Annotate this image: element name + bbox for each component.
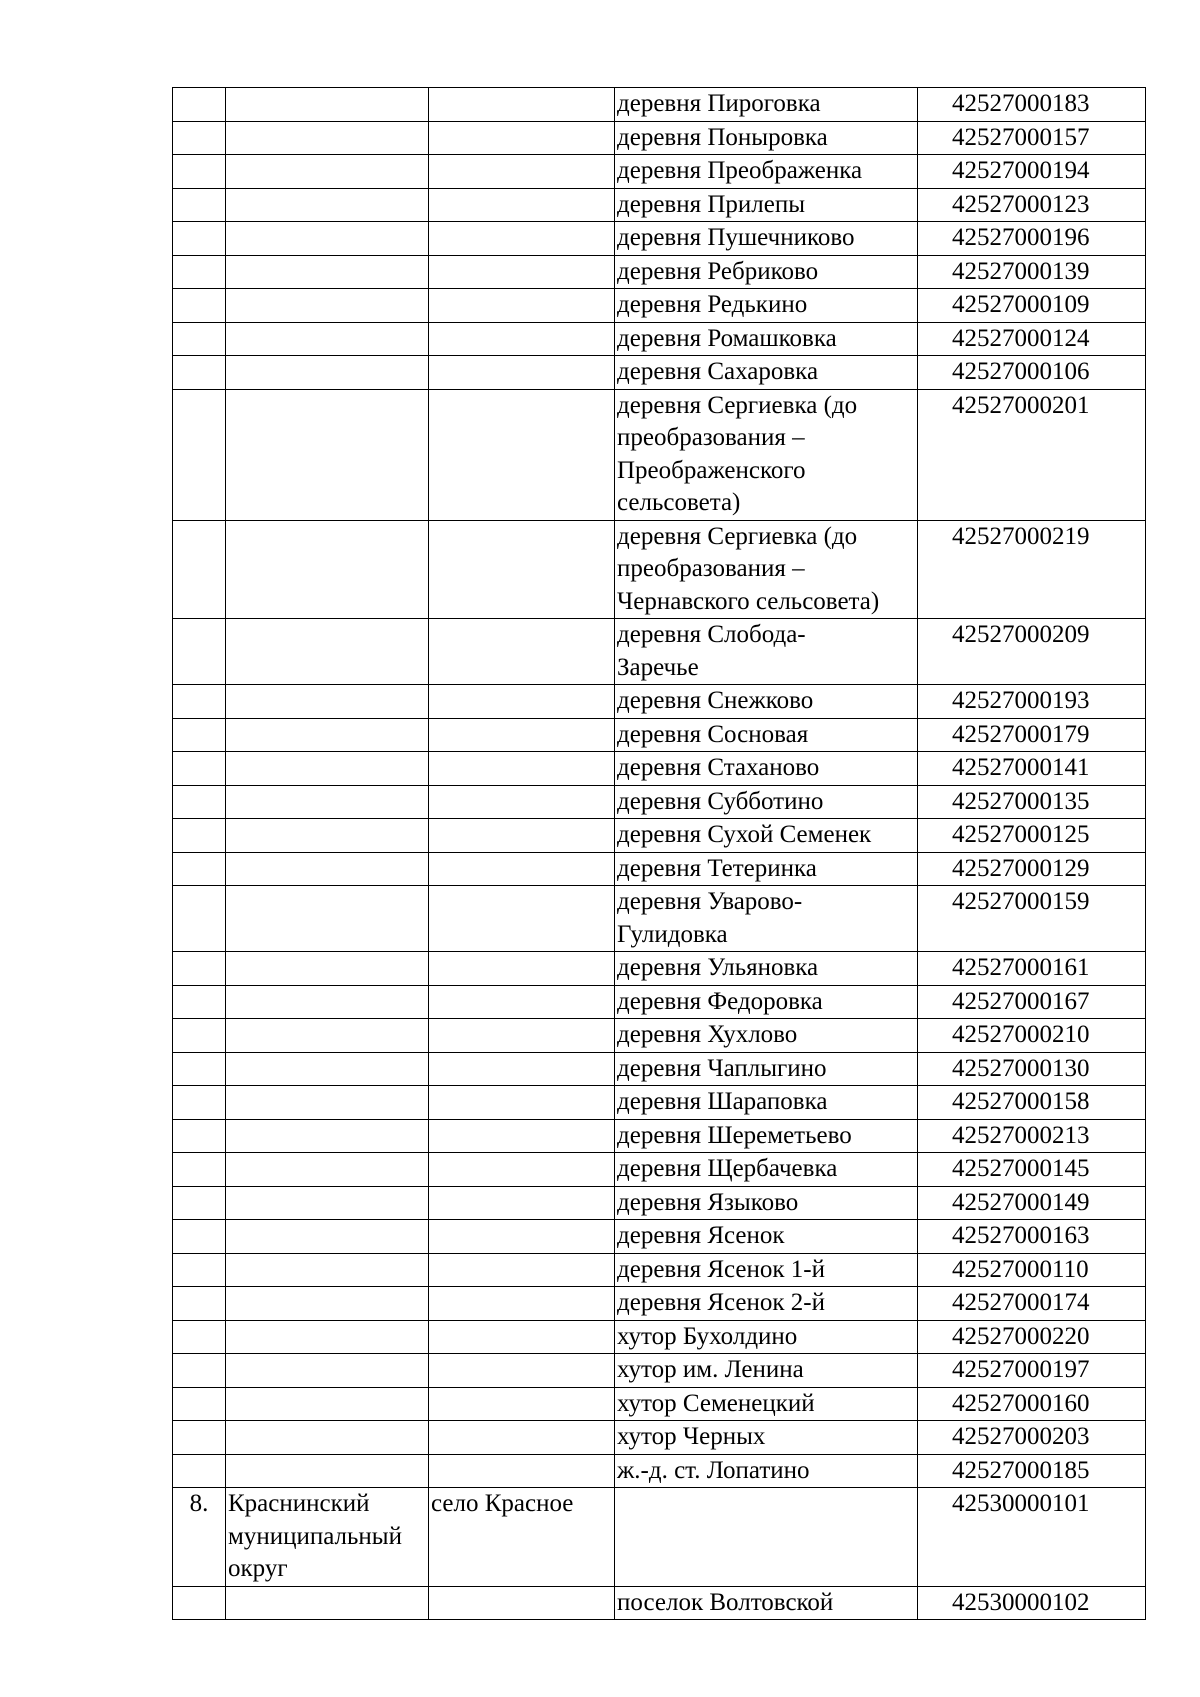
row-number-cell xyxy=(173,1253,226,1287)
district-cell xyxy=(226,222,429,256)
oktmo-code-cell: 42527000193 xyxy=(918,685,1146,719)
admin-center-cell xyxy=(429,289,615,323)
row-number-cell xyxy=(173,1153,226,1187)
oktmo-code-cell: 42527000203 xyxy=(918,1421,1146,1455)
table-row xyxy=(173,685,1146,719)
oktmo-code-cell: 42527000109 xyxy=(918,289,1146,323)
oktmo-code-cell: 42527000185 xyxy=(918,1454,1146,1488)
settlement-cell: деревня Шереметьево xyxy=(615,1119,918,1153)
oktmo-code-cell: 42527000194 xyxy=(918,155,1146,189)
admin-center-cell xyxy=(429,785,615,819)
district-cell xyxy=(226,1220,429,1254)
admin-center-cell xyxy=(429,886,615,952)
table-row xyxy=(173,718,1146,752)
district-cell xyxy=(226,1153,429,1187)
table-row xyxy=(173,952,1146,986)
oktmo-code-cell: 42527000213 xyxy=(918,1119,1146,1153)
table-row xyxy=(173,1153,1146,1187)
settlement-cell: деревня Языково xyxy=(615,1186,918,1220)
settlement-cell: деревня Щербачевка xyxy=(615,1153,918,1187)
settlement-cell: деревня Сергиевка (до преобразования – Преображенского сельсовета) xyxy=(615,389,918,520)
row-number-cell xyxy=(173,752,226,786)
settlement-cell xyxy=(615,1488,918,1587)
district-cell xyxy=(226,322,429,356)
oktmo-code-cell: 42527000145 xyxy=(918,1153,1146,1187)
district-cell xyxy=(226,718,429,752)
row-number-cell xyxy=(173,1186,226,1220)
row-number-cell xyxy=(173,1586,226,1620)
district-cell xyxy=(226,389,429,520)
oktmo-code-cell: 42530000101 xyxy=(918,1488,1146,1587)
oktmo-code-cell: 42527000110 xyxy=(918,1253,1146,1287)
admin-center-cell xyxy=(429,1320,615,1354)
oktmo-code-cell: 42527000163 xyxy=(918,1220,1146,1254)
admin-center-cell xyxy=(429,322,615,356)
oktmo-code-cell: 42527000201 xyxy=(918,389,1146,520)
district-cell xyxy=(226,520,429,619)
oktmo-code-cell: 42527000167 xyxy=(918,985,1146,1019)
admin-center-cell xyxy=(429,685,615,719)
admin-center-cell xyxy=(429,255,615,289)
row-number-cell xyxy=(173,389,226,520)
oktmo-code-cell: 42530000102 xyxy=(918,1586,1146,1620)
table-row xyxy=(173,255,1146,289)
settlement-cell: деревня Преображенка xyxy=(615,155,918,189)
admin-center-cell xyxy=(429,1421,615,1455)
oktmo-code-cell: 42527000129 xyxy=(918,852,1146,886)
district-cell xyxy=(226,819,429,853)
district-cell xyxy=(226,1086,429,1120)
table-row xyxy=(173,1586,1146,1620)
table-row xyxy=(173,1019,1146,1053)
table-row xyxy=(173,1052,1146,1086)
admin-center-cell xyxy=(429,121,615,155)
row-number-cell xyxy=(173,985,226,1019)
row-number-cell xyxy=(173,121,226,155)
table-row xyxy=(173,520,1146,619)
row-number-cell xyxy=(173,1421,226,1455)
row-number-cell xyxy=(173,1019,226,1053)
district-cell xyxy=(226,985,429,1019)
table-row xyxy=(173,1220,1146,1254)
table-row xyxy=(173,1287,1146,1321)
district-cell xyxy=(226,1052,429,1086)
table-row xyxy=(173,619,1146,685)
district-cell xyxy=(226,1287,429,1321)
row-number-cell xyxy=(173,1052,226,1086)
admin-center-cell xyxy=(429,718,615,752)
district-cell xyxy=(226,289,429,323)
admin-center-cell xyxy=(429,1153,615,1187)
admin-center-cell xyxy=(429,1186,615,1220)
admin-center-cell xyxy=(429,1119,615,1153)
settlement-cell: деревня Ясенок 2-й xyxy=(615,1287,918,1321)
settlement-cell: деревня Федоровка xyxy=(615,985,918,1019)
admin-center-cell xyxy=(429,819,615,853)
district-cell xyxy=(226,1387,429,1421)
table-body xyxy=(173,88,1146,1620)
settlement-cell: хутор им. Ленина xyxy=(615,1354,918,1388)
district-cell xyxy=(226,1320,429,1354)
oktmo-code-cell: 42527000159 xyxy=(918,886,1146,952)
admin-center-cell xyxy=(429,520,615,619)
district-cell xyxy=(226,1354,429,1388)
admin-center-cell xyxy=(429,1086,615,1120)
settlement-cell: деревня Прилепы xyxy=(615,188,918,222)
oktmo-code-cell: 42527000130 xyxy=(918,1052,1146,1086)
district-cell xyxy=(226,356,429,390)
admin-center-cell xyxy=(429,1354,615,1388)
table-row xyxy=(173,88,1146,122)
oktmo-code-cell: 42527000124 xyxy=(918,322,1146,356)
row-number-cell xyxy=(173,685,226,719)
settlement-cell: поселок Волтовской xyxy=(615,1586,918,1620)
admin-center-cell xyxy=(429,1387,615,1421)
row-number-cell xyxy=(173,886,226,952)
oktmo-code-cell: 42527000209 xyxy=(918,619,1146,685)
oktmo-code-cell: 42527000197 xyxy=(918,1354,1146,1388)
row-number-cell xyxy=(173,322,226,356)
district-cell xyxy=(226,852,429,886)
district-cell xyxy=(226,1454,429,1488)
table-row xyxy=(173,356,1146,390)
settlement-cell: деревня Ясенок xyxy=(615,1220,918,1254)
settlement-cell: хутор Бухолдино xyxy=(615,1320,918,1354)
oktmo-code-cell: 42527000125 xyxy=(918,819,1146,853)
settlement-cell: деревня Редькино xyxy=(615,289,918,323)
table-row xyxy=(173,389,1146,520)
table-row xyxy=(173,852,1146,886)
row-number-cell xyxy=(173,1287,226,1321)
table-row xyxy=(173,1387,1146,1421)
table-row xyxy=(173,819,1146,853)
table-row xyxy=(173,1086,1146,1120)
oktmo-code-cell: 42527000139 xyxy=(918,255,1146,289)
district-cell xyxy=(226,88,429,122)
admin-center-cell xyxy=(429,389,615,520)
oktmo-code-cell: 42527000219 xyxy=(918,520,1146,619)
district-cell xyxy=(226,121,429,155)
oktmo-code-cell: 42527000135 xyxy=(918,785,1146,819)
district-cell xyxy=(226,1019,429,1053)
district-cell xyxy=(226,685,429,719)
table-row xyxy=(173,222,1146,256)
district-cell: Краснинский муниципальный округ xyxy=(226,1488,429,1587)
district-cell xyxy=(226,1119,429,1153)
oktmo-code-cell: 42527000220 xyxy=(918,1320,1146,1354)
settlement-cell: деревня Пироговка xyxy=(615,88,918,122)
row-number-cell xyxy=(173,222,226,256)
oktmo-code-cell: 42527000183 xyxy=(918,88,1146,122)
row-number-cell xyxy=(173,1119,226,1153)
admin-center-cell xyxy=(429,1586,615,1620)
settlement-cell: деревня Уварово- Гулидовка xyxy=(615,886,918,952)
settlement-cell: деревня Сухой Семенек xyxy=(615,819,918,853)
settlement-cell: деревня Шараповка xyxy=(615,1086,918,1120)
admin-center-cell xyxy=(429,88,615,122)
district-cell xyxy=(226,886,429,952)
admin-center-cell xyxy=(429,619,615,685)
oktmo-code-cell: 42527000157 xyxy=(918,121,1146,155)
admin-center-cell xyxy=(429,1052,615,1086)
district-cell xyxy=(226,1586,429,1620)
district-cell xyxy=(226,1421,429,1455)
district-cell xyxy=(226,785,429,819)
table-row xyxy=(173,1253,1146,1287)
district-cell xyxy=(226,1186,429,1220)
settlement-cell: деревня Хухлово xyxy=(615,1019,918,1053)
district-cell xyxy=(226,752,429,786)
table-row xyxy=(173,121,1146,155)
table-row xyxy=(173,289,1146,323)
settlement-cell: хутор Семенецкий xyxy=(615,1387,918,1421)
district-cell xyxy=(226,155,429,189)
settlement-cell: деревня Сахаровка xyxy=(615,356,918,390)
district-cell xyxy=(226,619,429,685)
settlement-cell: деревня Чаплыгино xyxy=(615,1052,918,1086)
district-cell xyxy=(226,952,429,986)
row-number-cell xyxy=(173,88,226,122)
settlement-cell: хутор Черных xyxy=(615,1421,918,1455)
settlement-cell: деревня Слобода- Заречье xyxy=(615,619,918,685)
table-row xyxy=(173,1488,1146,1587)
table-row xyxy=(173,886,1146,952)
row-number-cell xyxy=(173,356,226,390)
oktmo-code-cell: 42527000210 xyxy=(918,1019,1146,1053)
row-number-cell xyxy=(173,785,226,819)
row-number-cell: 8. xyxy=(173,1488,226,1587)
admin-center-cell xyxy=(429,222,615,256)
admin-center-cell xyxy=(429,155,615,189)
settlement-cell: ж.-д. ст. Лопатино xyxy=(615,1454,918,1488)
settlement-cell: деревня Пушечниково xyxy=(615,222,918,256)
district-cell xyxy=(226,255,429,289)
admin-center-cell xyxy=(429,952,615,986)
row-number-cell xyxy=(173,1354,226,1388)
settlement-cell: деревня Тетеринка xyxy=(615,852,918,886)
table-row xyxy=(173,155,1146,189)
oktmo-code-cell: 42527000106 xyxy=(918,356,1146,390)
row-number-cell xyxy=(173,619,226,685)
table-row xyxy=(173,322,1146,356)
table-row xyxy=(173,752,1146,786)
district-cell xyxy=(226,1253,429,1287)
row-number-cell xyxy=(173,852,226,886)
table-row xyxy=(173,785,1146,819)
oktmo-code-cell: 42527000141 xyxy=(918,752,1146,786)
admin-center-cell xyxy=(429,1220,615,1254)
row-number-cell xyxy=(173,1387,226,1421)
table-row xyxy=(173,985,1146,1019)
table-row xyxy=(173,188,1146,222)
table-row xyxy=(173,1119,1146,1153)
settlement-cell: деревня Ромашковка xyxy=(615,322,918,356)
settlement-cell: деревня Стаханово xyxy=(615,752,918,786)
oktmo-code-cell: 42527000174 xyxy=(918,1287,1146,1321)
admin-center-cell: село Красное xyxy=(429,1488,615,1587)
admin-center-cell xyxy=(429,1287,615,1321)
row-number-cell xyxy=(173,289,226,323)
table-row xyxy=(173,1421,1146,1455)
table-row xyxy=(173,1354,1146,1388)
settlement-cell: деревня Ульяновка xyxy=(615,952,918,986)
district-cell xyxy=(226,188,429,222)
admin-center-cell xyxy=(429,1253,615,1287)
admin-center-cell xyxy=(429,985,615,1019)
table-row xyxy=(173,1454,1146,1488)
row-number-cell xyxy=(173,718,226,752)
oktmo-code-cell: 42527000160 xyxy=(918,1387,1146,1421)
oktmo-code-cell: 42527000196 xyxy=(918,222,1146,256)
admin-center-cell xyxy=(429,188,615,222)
settlements-table xyxy=(172,87,1146,1620)
settlement-cell: деревня Снежково xyxy=(615,685,918,719)
admin-center-cell xyxy=(429,752,615,786)
admin-center-cell xyxy=(429,356,615,390)
settlement-cell: деревня Субботино xyxy=(615,785,918,819)
admin-center-cell xyxy=(429,852,615,886)
admin-center-cell xyxy=(429,1454,615,1488)
oktmo-code-cell: 42527000179 xyxy=(918,718,1146,752)
row-number-cell xyxy=(173,255,226,289)
settlement-cell: деревня Ребриково xyxy=(615,255,918,289)
row-number-cell xyxy=(173,188,226,222)
settlement-cell: деревня Сосновая xyxy=(615,718,918,752)
row-number-cell xyxy=(173,819,226,853)
settlement-cell: деревня Сергиевка (до преобразования – Чернавского сельсовета) xyxy=(615,520,918,619)
row-number-cell xyxy=(173,1220,226,1254)
row-number-cell xyxy=(173,1086,226,1120)
row-number-cell xyxy=(173,1320,226,1354)
oktmo-code-cell: 42527000123 xyxy=(918,188,1146,222)
row-number-cell xyxy=(173,952,226,986)
oktmo-code-cell: 42527000149 xyxy=(918,1186,1146,1220)
row-number-cell xyxy=(173,155,226,189)
oktmo-code-cell: 42527000161 xyxy=(918,952,1146,986)
row-number-cell xyxy=(173,1454,226,1488)
table-row xyxy=(173,1186,1146,1220)
oktmo-code-cell: 42527000158 xyxy=(918,1086,1146,1120)
admin-center-cell xyxy=(429,1019,615,1053)
settlement-cell: деревня Ясенок 1-й xyxy=(615,1253,918,1287)
table-row xyxy=(173,1320,1146,1354)
row-number-cell xyxy=(173,520,226,619)
settlement-cell: деревня Поныровка xyxy=(615,121,918,155)
